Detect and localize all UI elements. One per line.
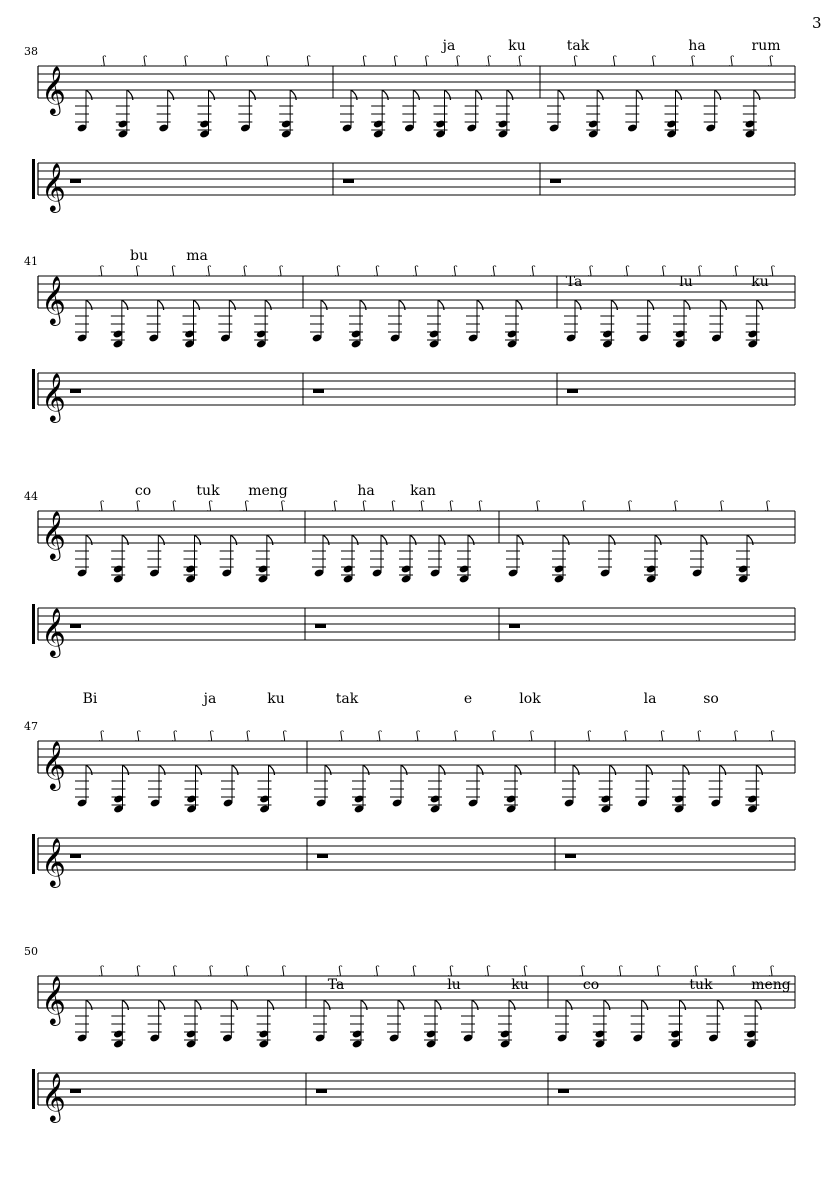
sixteenth-rest: ʃ: [265, 54, 269, 67]
sixteenth-rest: ʃ: [207, 264, 211, 277]
lyric-syllable: lu: [679, 274, 693, 290]
whole-rest: [565, 854, 576, 858]
lyric-syllable: e: [463, 691, 473, 707]
sixteenth-rest: ʃ: [100, 499, 104, 512]
sixteenth-rest: ʃ: [530, 729, 533, 742]
sixteenth-rest: ʃ: [766, 499, 769, 512]
treble-clef: 𝄞: [41, 65, 66, 114]
lyric-syllable: so: [703, 691, 719, 707]
lyric-syllable: kan: [410, 483, 436, 499]
sixteenth-rest: ʃ: [651, 54, 655, 67]
sixteenth-rest: ʃ: [184, 54, 188, 67]
sixteenth-rest: ʃ: [770, 964, 774, 977]
sixteenth-rest: ʃ: [661, 264, 665, 277]
sixteenth-rest: ʃ: [531, 264, 535, 277]
whole-rest: [567, 389, 578, 393]
sixteenth-rest: ʃ: [518, 54, 522, 67]
treble-clef: 𝄞: [41, 275, 66, 324]
sixteenth-rest: ʃ: [340, 729, 343, 742]
bar-number-44: 44: [24, 490, 38, 503]
sixteenth-rest: ʃ: [769, 54, 773, 67]
sixteenth-rest: ʃ: [281, 964, 285, 977]
sixteenth-rest: ʃ: [136, 499, 140, 512]
sixteenth-rest: ʃ: [478, 499, 482, 512]
treble-clef: 𝄞: [41, 372, 66, 421]
sixteenth-rest: ʃ: [244, 499, 248, 512]
sixteenth-rest: ʃ: [420, 499, 424, 512]
sixteenth-rest: ʃ: [375, 264, 379, 277]
sixteenth-rest: ʃ: [660, 729, 664, 742]
lyric-syllable: ku: [508, 38, 526, 54]
sixteenth-rest: ʃ: [770, 729, 774, 742]
sixteenth-rest: ʃ: [587, 729, 591, 742]
sixteenth-rest: ʃ: [306, 54, 310, 67]
sixteenth-rest: ʃ: [338, 964, 342, 977]
treble-clef: 𝄞: [41, 607, 66, 656]
lyric-syllable: tuk: [196, 483, 220, 499]
sixteenth-rest: ʃ: [209, 964, 213, 977]
sixteenth-rest: ʃ: [449, 964, 453, 977]
sixteenth-rest: ʃ: [456, 54, 460, 67]
sixteenth-rest: ʃ: [279, 264, 283, 277]
whole-rest: [315, 624, 326, 628]
sixteenth-rest: ʃ: [245, 964, 249, 977]
whole-rest: [313, 389, 324, 393]
sixteenth-rest: ʃ: [589, 264, 593, 277]
treble-clef: 𝄞: [41, 837, 66, 886]
staff-bracket: [32, 1069, 35, 1109]
treble-clef: 𝄞: [41, 975, 66, 1024]
staff-bracket: [32, 369, 35, 409]
sixteenth-rest: ʃ: [336, 264, 340, 277]
whole-rest: [509, 624, 520, 628]
whole-rest: [70, 389, 81, 393]
lyric-syllable: lok: [519, 691, 541, 707]
sixteenth-rest: ʃ: [536, 499, 539, 512]
lyric-syllable: Bi: [82, 691, 98, 707]
sixteenth-rest: ʃ: [135, 264, 139, 277]
sixteenth-rest: ʃ: [99, 264, 103, 277]
sixteenth-rest: ʃ: [362, 54, 366, 67]
treble-clef: 𝄞: [41, 740, 66, 789]
lyric-syllable: tuk: [689, 977, 713, 993]
lyric-syllable: ja: [203, 691, 217, 707]
lyric-syllable: ku: [511, 977, 529, 993]
sixteenth-rest: ʃ: [454, 729, 457, 742]
sixteenth-rest: ʃ: [453, 264, 457, 277]
sixteenth-rest: ʃ: [143, 54, 147, 67]
whole-rest: [343, 179, 354, 183]
sixteenth-rest: ʃ: [674, 499, 677, 512]
bar-number-38: 38: [24, 45, 38, 58]
sixteenth-rest: ʃ: [523, 964, 527, 977]
lyric-syllable: tak: [335, 691, 359, 707]
sixteenth-rest: ʃ: [208, 499, 212, 512]
sixteenth-rest: ʃ: [582, 499, 585, 512]
sixteenth-rest: ʃ: [378, 729, 381, 742]
lyric-syllable: ha: [688, 38, 706, 54]
bar-number-47: 47: [24, 720, 38, 733]
staff-bracket: [32, 604, 35, 644]
sixteenth-rest: ʃ: [362, 499, 366, 512]
sixteenth-rest: ʃ: [393, 54, 397, 67]
whole-rest: [316, 1089, 327, 1093]
lyric-syllable: co: [134, 483, 152, 499]
sixteenth-rest: ʃ: [580, 964, 584, 977]
lyric-syllable: ja: [442, 38, 456, 54]
sixteenth-rest: ʃ: [720, 499, 723, 512]
sixteenth-rest: ʃ: [573, 54, 577, 67]
sixteenth-rest: ʃ: [136, 964, 140, 977]
sixteenth-rest: ʃ: [224, 54, 228, 67]
sixteenth-rest: ʃ: [173, 729, 177, 742]
lyric-syllable: Ta: [327, 977, 345, 993]
sixteenth-rest: ʃ: [100, 964, 104, 977]
sixteenth-rest: ʃ: [732, 964, 736, 977]
lyric-syllable: ma: [186, 248, 208, 264]
treble-clef: 𝄞: [41, 162, 66, 211]
sixteenth-rest: ʃ: [691, 54, 695, 67]
sixteenth-rest: ʃ: [694, 964, 698, 977]
sixteenth-rest: ʃ: [486, 964, 490, 977]
sixteenth-rest: ʃ: [734, 264, 738, 277]
lyric-syllable: rum: [751, 38, 781, 54]
lyric-syllable: bu: [130, 248, 148, 264]
sixteenth-rest: ʃ: [102, 54, 106, 67]
lyric-syllable: co: [582, 977, 600, 993]
sixteenth-rest: ʃ: [171, 264, 175, 277]
lyric-syllable: ku: [267, 691, 285, 707]
sixteenth-rest: ʃ: [100, 729, 104, 742]
treble-clef: 𝄞: [41, 1072, 66, 1121]
sixteenth-rest: ʃ: [656, 964, 660, 977]
sixteenth-rest: ʃ: [734, 729, 737, 742]
sixteenth-rest: ʃ: [209, 729, 213, 742]
sixteenth-rest: ʃ: [492, 264, 496, 277]
sixteenth-rest: ʃ: [391, 499, 395, 512]
bar-number-41: 41: [24, 255, 38, 268]
whole-rest: [70, 624, 81, 628]
sixteenth-rest: ʃ: [243, 264, 247, 277]
sixteenth-rest: ʃ: [625, 264, 629, 277]
sixteenth-rest: ʃ: [697, 729, 701, 742]
page-number: 3: [812, 14, 822, 32]
sixteenth-rest: ʃ: [136, 729, 140, 742]
whole-rest: [550, 179, 561, 183]
sixteenth-rest: ʃ: [172, 499, 176, 512]
sixteenth-rest: ʃ: [628, 499, 631, 512]
sixteenth-rest: ʃ: [449, 499, 453, 512]
lyric-syllable: meng: [248, 483, 288, 499]
sixteenth-rest: ʃ: [618, 964, 622, 977]
sixteenth-rest: ʃ: [246, 729, 250, 742]
whole-rest: [70, 854, 81, 858]
whole-rest: [558, 1089, 569, 1093]
treble-clef: 𝄞: [41, 510, 66, 559]
whole-rest: [317, 854, 328, 858]
sixteenth-rest: ʃ: [282, 729, 286, 742]
bar-number-50: 50: [24, 945, 38, 958]
sixteenth-rest: ʃ: [333, 499, 337, 512]
sixteenth-rest: ʃ: [416, 729, 419, 742]
sixteenth-rest: ʃ: [698, 264, 702, 277]
sixteenth-rest: ʃ: [487, 54, 491, 67]
sixteenth-rest: ʃ: [492, 729, 495, 742]
sixteenth-rest: ʃ: [414, 264, 418, 277]
lyric-syllable: la: [643, 691, 657, 707]
sixteenth-rest: ʃ: [730, 54, 734, 67]
lyric-syllable: lu: [447, 977, 461, 993]
sixteenth-rest: ʃ: [375, 964, 379, 977]
sixteenth-rest: ʃ: [172, 964, 176, 977]
sixteenth-rest: ʃ: [612, 54, 616, 67]
sixteenth-rest: ʃ: [424, 54, 428, 67]
sixteenth-rest: ʃ: [770, 264, 774, 277]
staff-bracket: [32, 834, 35, 874]
whole-rest: [70, 179, 81, 183]
sixteenth-rest: ʃ: [412, 964, 416, 977]
sixteenth-rest: ʃ: [280, 499, 284, 512]
lyric-syllable: Ta: [565, 274, 583, 290]
staff-bracket: [32, 159, 35, 199]
lyric-syllable: ha: [357, 483, 375, 499]
lyric-syllable: tak: [566, 38, 590, 54]
lyric-syllable: ku: [751, 274, 769, 290]
sixteenth-rest: ʃ: [624, 729, 627, 742]
whole-rest: [70, 1089, 81, 1093]
lyric-syllable: meng: [751, 977, 791, 993]
